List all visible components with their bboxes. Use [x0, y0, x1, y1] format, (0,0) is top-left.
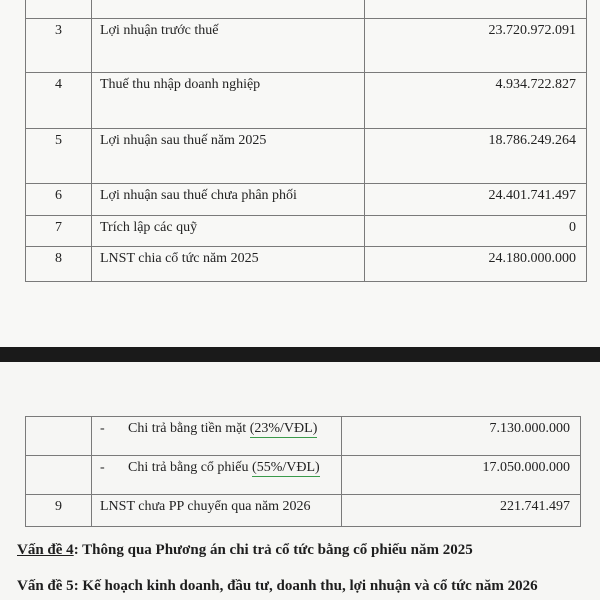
item-text: Chi trả bằng tiền mặt [128, 421, 247, 436]
row-value: 17.050.000.000 [342, 456, 581, 495]
heading-label: Vấn đề 4 [17, 542, 74, 558]
ratio-note: (23%/VĐL) [249, 421, 318, 436]
section-heading-4 [17, 542, 473, 559]
row-item [92, 456, 342, 495]
row-number: 4 [26, 73, 92, 129]
row-item: LNST chia cổ tức năm 2025 [92, 247, 365, 282]
table-row [26, 184, 587, 216]
row-item: Lợi nhuận sau thuế năm 2025 [92, 129, 365, 184]
ratio-note: (55%/VĐL) [252, 460, 320, 475]
bullet-dash: - [100, 460, 105, 475]
row-value: 0 [365, 216, 587, 247]
dividend-table [25, 416, 581, 527]
table-row [26, 0, 587, 19]
row-number: 6 [26, 184, 92, 216]
table-row [26, 456, 581, 495]
row-item: Lợi nhuận sau thuế chưa phân phối [92, 184, 365, 216]
row-value: 221.741.497 [342, 495, 581, 527]
row-value: 18.786.249.264 [365, 129, 587, 184]
heading-text: : Kế hoạch kinh doanh, đầu tư, doanh thu, lợi nhuận và cổ tức năm 2026 [73, 578, 538, 594]
row-value: 23.720.972.091 [365, 19, 587, 73]
table-row [26, 129, 587, 184]
table-row [26, 73, 587, 129]
item-text: Chi trả bằng cổ phiếu [128, 460, 249, 475]
table-row [26, 19, 587, 73]
bullet-dash: - [100, 421, 105, 436]
row-number: 5 [26, 129, 92, 184]
row-value: 4.934.722.827 [365, 73, 587, 129]
section-heading-5 [17, 578, 538, 595]
row-value: 24.401.741.497 [365, 184, 587, 216]
table-row [26, 216, 587, 247]
row-value: 7.130.000.000 [342, 417, 581, 456]
row-number [26, 456, 92, 495]
profit-table [25, 0, 587, 282]
row-number: 3 [26, 19, 92, 73]
row-item [92, 417, 342, 456]
row-number: 7 [26, 216, 92, 247]
row-number [26, 0, 92, 19]
row-number [26, 417, 92, 456]
row-item [92, 495, 342, 527]
row-item: Lợi nhuận trước thuế [92, 19, 365, 73]
heading-label: Vấn đề 5 [17, 578, 74, 594]
item-text: LNST chưa PP chuyển qua năm 2026 [100, 499, 311, 514]
row-number: 8 [26, 247, 92, 282]
table-row [26, 417, 581, 456]
heading-text: : Thông qua Phương án chi trả cổ tức bằng cổ phiếu năm 2025 [73, 542, 473, 558]
row-number: 9 [26, 495, 92, 527]
row-value: 24.180.000.000 [365, 247, 587, 282]
row-item: Thuế thu nhập doanh nghiệp [92, 73, 365, 129]
row-value [365, 0, 587, 19]
table-row [26, 495, 581, 527]
row-item: Trích lập các quỹ [92, 216, 365, 247]
screenshot-divider [0, 347, 600, 362]
table-row [26, 247, 587, 282]
row-item [92, 0, 365, 19]
